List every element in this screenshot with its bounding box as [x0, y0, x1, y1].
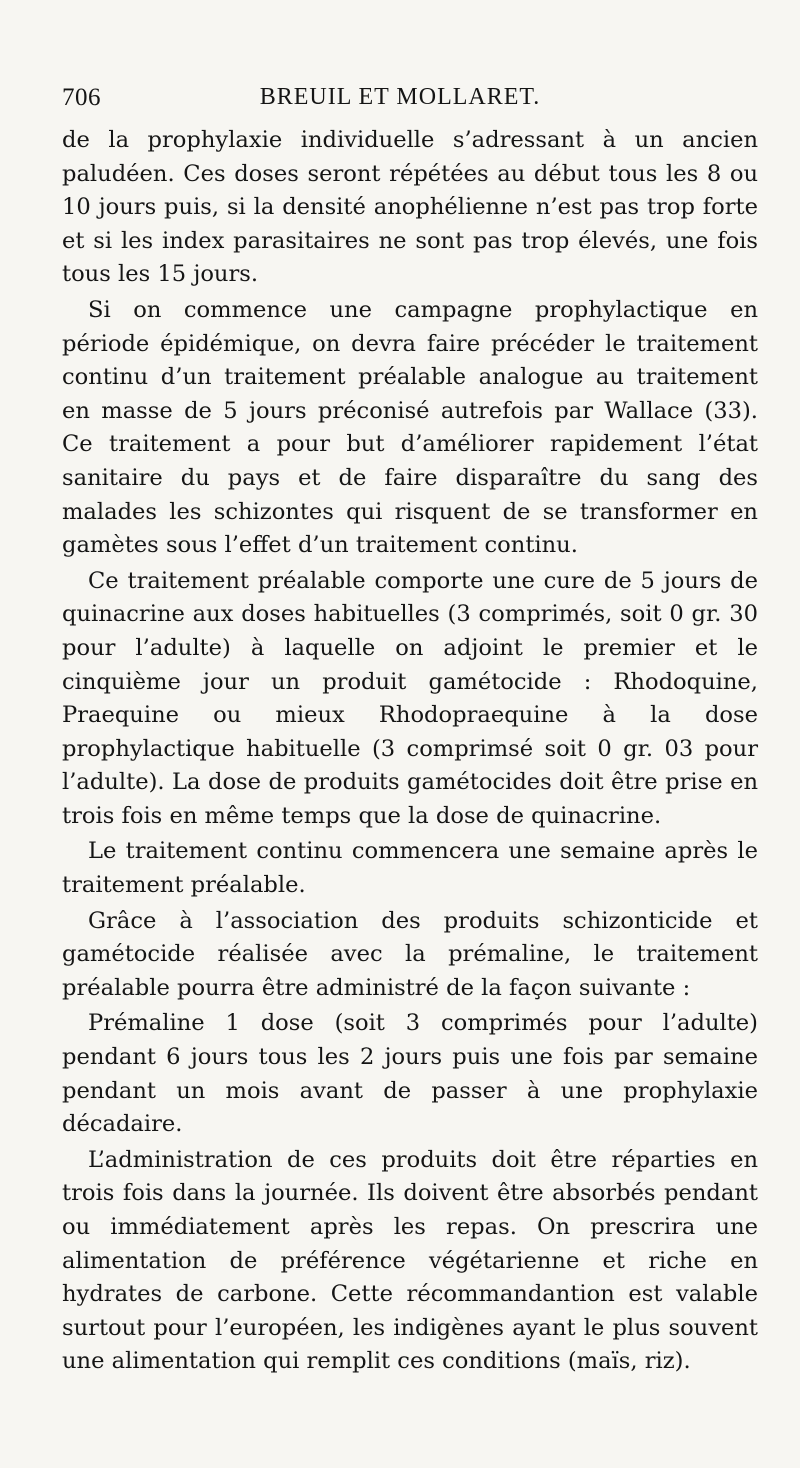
paragraph-campaign: Si on commence une campagne prophylactique en période épidémique, on devra faire précéder le traitement continu d’un traitement préalable analogue au traitement en masse de 5 jours préconisé autrefois par Wallace (33). Ce traitement a pour but d’améliorer rapidement l’état sanitaire du pays et de faire disparaître du sang des malades les schizontes qui risquent de se transformer en gamètes sous l’effet d’un traitement continu.: [62, 296, 758, 559]
paragraph-premaline-dosage: Prémaline 1 dose (soit 3 comprimés pour l’adulte) pendant 6 jours tous les 2 jours puis une fois par semaine pendant un mois avant de passer à une prophylaxie décadaire.: [62, 1010, 758, 1138]
running-title: BREUIL ET MOLLARET.: [259, 84, 541, 110]
paragraph-preliminary-treatment: Ce traitement préalable comporte une cure de 5 jours de quinacrine aux doses habituelles (3 comprimés, soit 0 gr. 30 pour l’adulte) à laquelle on adjoint le premier et le cinquième jour un produit gamétocide : Rhodoquine, Praequine ou mieux Rhodopraequine à la dose prophylactique habituelle (3 comprimsé soit 0 gr. 03 pour l’adulte). La dose de produits gamétocides doit être prise en trois fois en même temps que la dose de quinacrine.: [62, 567, 758, 829]
page-number: 706: [62, 84, 101, 111]
body-text: [62, 124, 758, 1381]
page-header: [62, 78, 738, 112]
paragraph-administration: L’administration de ces produits doit être réparties en trois fois dans la journée. Ils doivent être absorbés pendant ou immédiatement après les repas. On prescrira une alimentation de préférence végétarienne et riche en hydrates de carbone. Cette récommandantion est valable surtout pour l’européen, les indigènes ayant le plus souvent une alimentation qui remplit ces conditions (maïs, riz).: [62, 1146, 758, 1375]
paragraph-premaline-association: Grâce à l’association des produits schizonticide et gamétocide réalisée avec la prémaline, le traitement préalable pourra être administré de la façon suivante :: [62, 907, 758, 1001]
paragraph-continuous-treatment: Le traitement continu commencera une semaine après le traitement préalable.: [62, 838, 758, 899]
paragraph-continuation: de la prophylaxie individuelle s’adressant à un ancien paludéen. Ces doses seront répétées au début tous les 8 ou 10 jours puis, si la densité anophélienne n’est pas trop forte et si les index parasitaires ne sont pas trop élevés, une fois tous les 15 jours.: [62, 127, 758, 288]
